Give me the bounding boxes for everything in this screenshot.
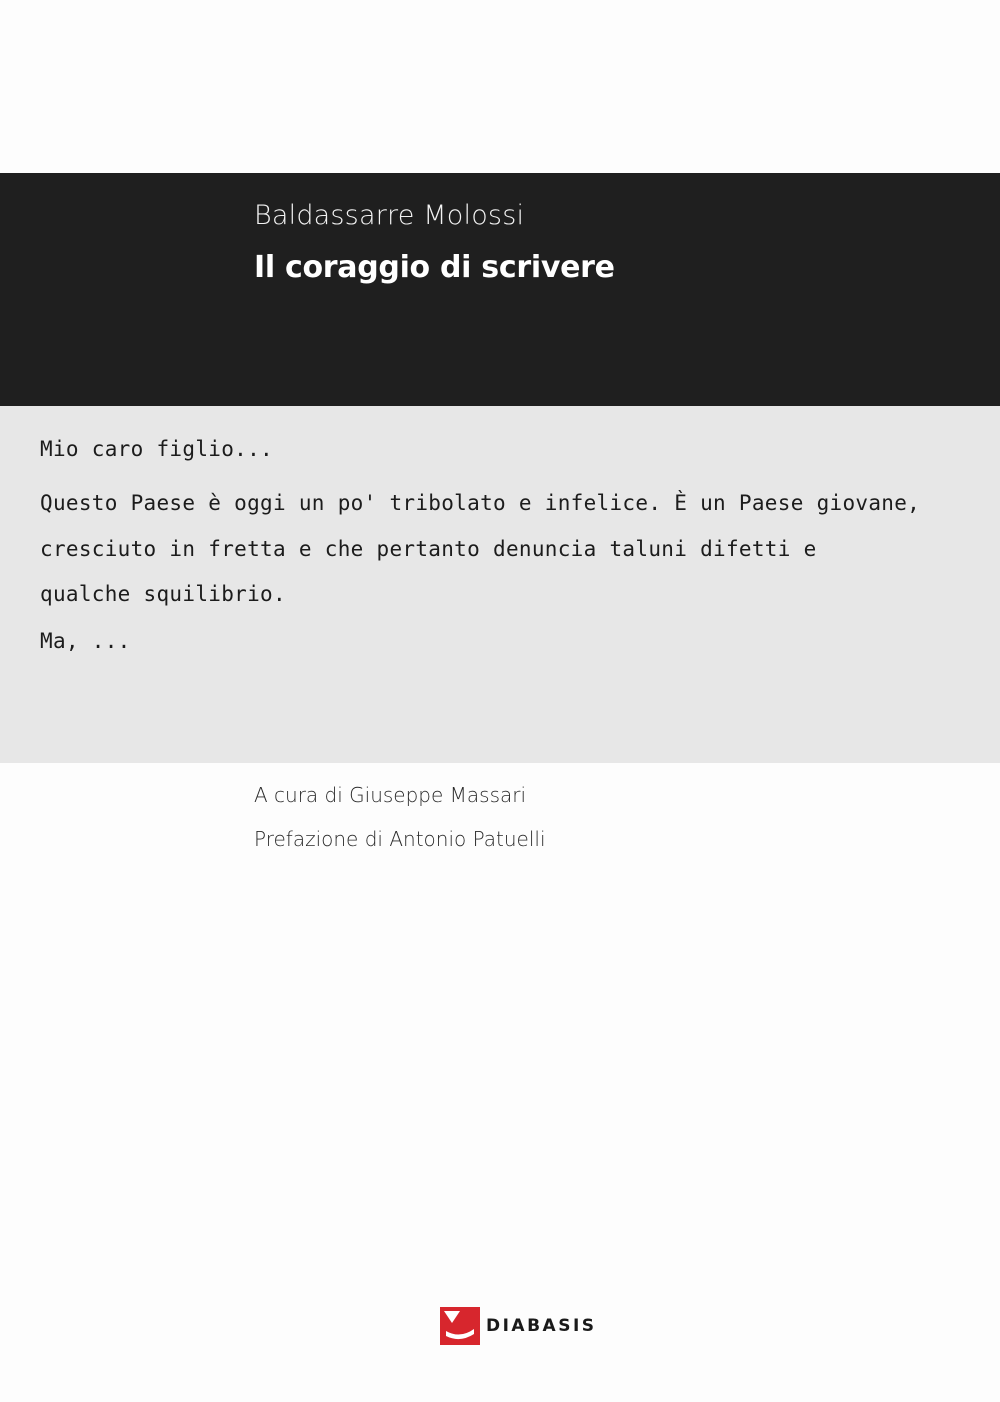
book-title: Il coraggio di scrivere — [254, 250, 615, 285]
publisher-logo — [440, 1307, 597, 1345]
letter-line-2: cresciuto in fretta e che pertanto denuncia taluni difetti e — [40, 537, 817, 561]
editor-credit: A cura di Giuseppe Massari — [254, 783, 527, 807]
preface-credit: Prefazione di Antonio Patuelli — [254, 827, 546, 851]
author-name: Baldassarre Molossi — [254, 200, 525, 231]
letter-line-4: Ma, ... — [40, 629, 131, 653]
diabasis-logo-icon — [440, 1307, 480, 1345]
letter-line-salutation: Mio caro figlio... — [40, 437, 273, 461]
letter-line-1: Questo Paese è oggi un po' tribolato e infelice. È un Paese giovane, — [40, 491, 921, 515]
letter-line-3: qualche squilibrio. — [40, 582, 286, 606]
publisher-name: DIABASIS — [486, 1316, 597, 1336]
